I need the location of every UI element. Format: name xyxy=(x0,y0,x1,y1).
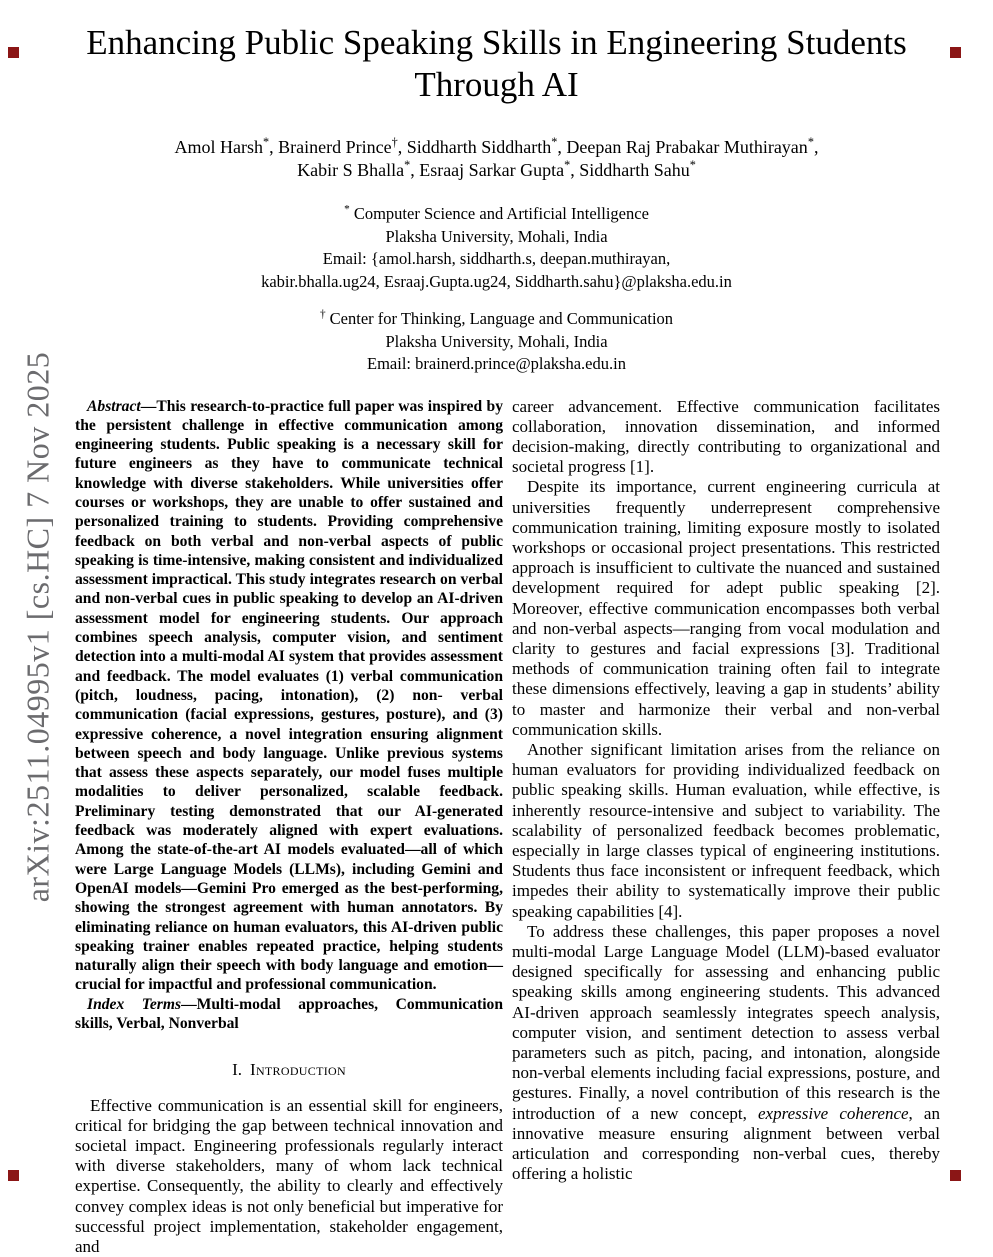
intro-paragraph: Effective communication is an essential skill for engineers, critical for bridging the gap between technical innovation and societal impact. Engineering professionals regularly interact with diverse stakeholders, many of whom lack technical expertise. Consequently, the ability to clearly and effectively convey complex ideas is not only beneficial but imperative for successful project implementation, stakeholder engagement, and xyxy=(75,1096,503,1257)
corner-mark-bottom-left xyxy=(8,1170,19,1181)
affiliation-line: Plaksha University, Mohali, India xyxy=(0,226,993,249)
corner-mark-top-right xyxy=(950,47,961,58)
corner-mark-top-left xyxy=(8,47,19,58)
affiliation-email-line: Email: brainerd.prince@plaksha.edu.in xyxy=(0,353,993,376)
affiliation-line: † Center for Thinking, Language and Communication xyxy=(0,308,993,331)
two-column-body xyxy=(0,397,993,1257)
body-paragraph: Despite its importance, current engineering curricula at universities frequently underrepresent comprehensive communication training, limiting exposure mostly to isolated workshops or occasional project presentations. This restricted approach is insufficient to cultivate the nuanced and sustained development required for adept public speaking [2]. Moreover, effective communication encompasses both verbal and non-verbal aspects—ranging from vocal modulation and clarity to gestures and facial expressions [3]. Traditional methods of communication training often fail to integrate these dimensions effectively, leaving a gap in students’ ability to master and harmonize their verbal and non-verbal communication skills. xyxy=(512,477,940,740)
left-column xyxy=(75,397,503,1257)
body-paragraph: Another significant limitation arises from the reliance on human evaluators for providing individualized feedback on public speaking skills. Human evaluation, while effective, is inherently resource-intensive and subject to variability. The scalability of personalized feedback becomes problematic, especially in large classes typical of engineering institutions. Students thus face inconsistent or infrequent feedback, which impedes their ability to systematically improve their public speaking capabilities [4]. xyxy=(512,740,940,922)
affiliation-block-2 xyxy=(0,308,993,376)
right-column xyxy=(512,397,940,1257)
section-number: I. xyxy=(232,1060,242,1079)
section-heading-introduction xyxy=(75,1060,503,1080)
author-line-2: Kabir S Bhalla*, Esraaj Sarkar Gupta*, Siddharth Sahu* xyxy=(0,159,993,182)
arxiv-stamp: arXiv:2511.04995v1 [cs.HC] 7 Nov 2025 xyxy=(20,352,57,903)
author-list xyxy=(0,136,993,182)
paper-page xyxy=(0,22,993,1257)
body-paragraph: To address these challenges, this paper proposes a novel multi-modal Large Language Model (LLM)-based evaluator designed specifically for assessing and enhancing public speaking skills among engineering students. This advanced AI-driven approach seamlessly integrates speech analysis, computer vision, and sentiment detection to assess verbal parameters such as pitch, pacing, and intonation, alongside non-verbal elements including facial expressions, posture, and gestures. Finally, a novel contribution of this research is the introduction of a new concept, expressive coherence, an innovative measure ensuring alignment between verbal articulation and corresponding non-verbal cues, thereby offering a holistic xyxy=(512,922,940,1185)
author-line-1: Amol Harsh*, Brainerd Prince†, Siddharth Siddharth*, Deepan Raj Prabakar Muthirayan*, xyxy=(0,136,993,159)
corner-mark-bottom-right xyxy=(950,1170,961,1181)
affiliation-email-line: kabir.bhalla.ug24, Esraaj.Gupta.ug24, Siddharth.sahu}@plaksha.edu.in xyxy=(0,271,993,294)
body-paragraph: career advancement. Effective communication facilitates collaboration, innovation dissemination, and informed decision-making, directly contributing to organizational and societal progress [1]. xyxy=(512,397,940,478)
affiliation-block-1 xyxy=(0,203,993,293)
affiliation-line: * Computer Science and Artificial Intelligence xyxy=(0,203,993,226)
abstract-paragraph: Abstract—This research-to-practice full paper was inspired by the persistent challenge in effective communication among engineering students. Public speaking is a necessary skill for future engineers as they have to communicate technical knowledge with diverse stakeholders. While universities offer courses or workshops, they are unable to offer sustained and personalized training to students. Providing comprehensive feedback on both verbal and non-verbal aspects of public speaking is time-intensive, making consistent and individualized assessment impractical. This study integrates research on verbal and non-verbal cues in public speaking to develop an AI-driven assessment model for engineering students. Our approach combines speech analysis, computer vision, and sentiment detection into a multi-modal AI system that provides assessment and feedback. The model evaluates (1) verbal communication (pitch, loudness, pacing, intonation), (2) non- verbal communication (facial expressions, gestures, posture), and (3) expressive coherence, a novel integration ensuring alignment between speech and body language. Unlike previous systems that assess these aspects separately, our model fuses multiple modalities to deliver personalized, scalable feedback. Preliminary testing demonstrated that our AI-generated feedback was moderately aligned with expert evaluations. Among the state-of-the-art AI models evaluated—all of which were Large Language Models (LLMs), including Gemini and OpenAI models—Gemini Pro emerged as the best-performing, showing the strongest agreement with human annotators. By eliminating reliance on human evaluators, this AI-driven public speaking trainer enables repeated practice, helping students naturally align their speech with body language and emotion—crucial for impactful and professional communication. xyxy=(75,397,503,995)
page-title: Enhancing Public Speaking Skills in Engineering Students Through AI xyxy=(70,22,923,106)
affiliation-line: Plaksha University, Mohali, India xyxy=(0,331,993,354)
section-title: Introduction xyxy=(250,1060,346,1079)
index-terms-paragraph: Index Terms—Multi-modal approaches, Communication skills, Verbal, Nonverbal xyxy=(75,995,503,1034)
affiliation-email-line: Email: {amol.harsh, siddharth.s, deepan.muthirayan, xyxy=(0,248,993,271)
